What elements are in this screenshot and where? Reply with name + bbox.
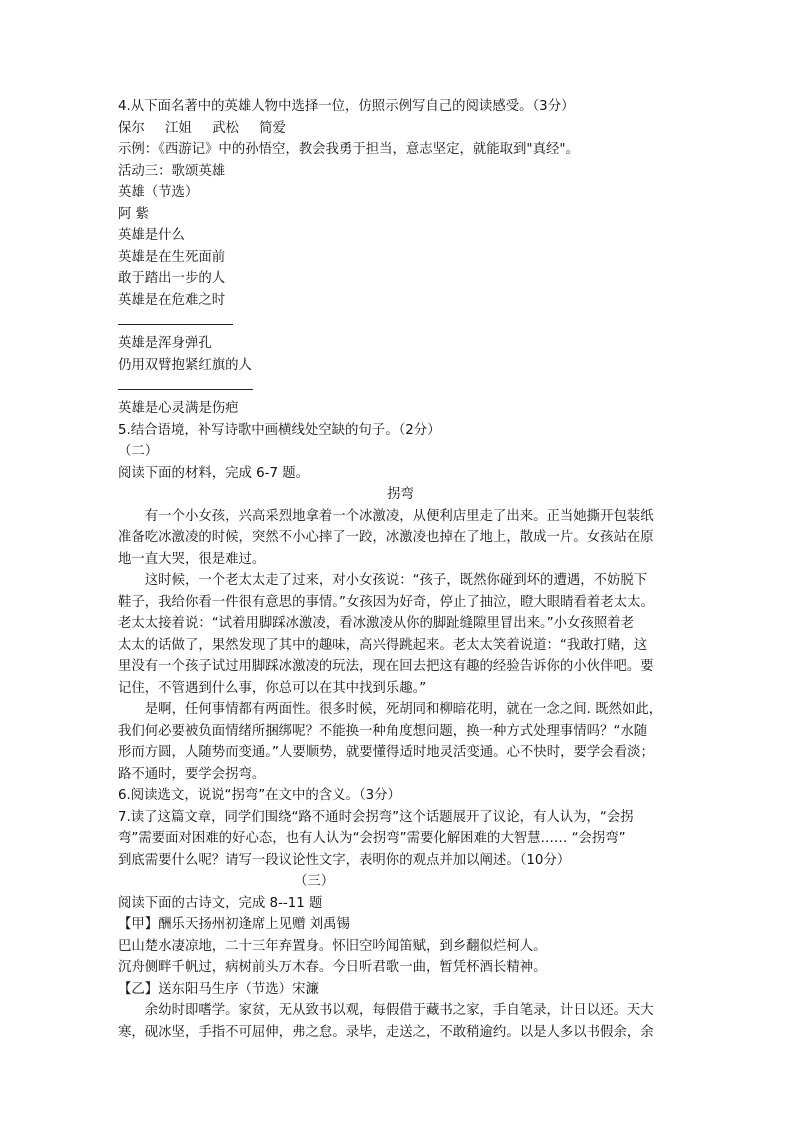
poem-line: 英雄是浑身弹孔 (118, 336, 212, 351)
text-line: 我们何必要被负面情绪所捆绑呢？不能换一种角度想问题，换一种方式处理事情吗？“水随 (118, 723, 648, 739)
poem-line: 仍用双臂抱紧红旗的人 (118, 357, 252, 373)
text-line: 路不通时，要学会拐弯。 (118, 766, 266, 782)
text-line: 记住，不管遇到什么事，你总可以在其中找到乐趣。” (118, 680, 427, 696)
q7-prompt: 弯”需要面对困难的好心态，也有人认为“会拐弯”需要化解困难的大智慧…… “会拐弯” (118, 831, 626, 846)
text-line: 有一个小女孩，兴高采烈地拿着一个冰激凌，从便利店里走了出来。正当她撕开包装纸 (144, 508, 654, 524)
article-title: 拐弯 (387, 487, 414, 502)
hero-names (118, 118, 683, 140)
prose-heading: 【乙】送东阳马生序（节选）宋濂 (118, 981, 319, 997)
poem-author: 阿 紫 (118, 206, 150, 222)
section-header: （三） (294, 874, 335, 889)
q7-prompt: 到底需要什么呢？请写一段议论性文字，表明你的观点并加以阐述。（10分） (118, 852, 571, 868)
q7-prompt: 7.读了这篇文章，同学们围绕“路不通时会拐弯”这个话题展开了议论，有人认为，“会拐 (118, 809, 634, 825)
text-line: 里没有一个孩子试过用脚踩冰激凌的玩法，现在回去把这有趣的经验告诉你的小伙伴吧。要 (118, 659, 654, 674)
q4-prompt: 4.从下面名著中的英雄人物中选择一位，仿照示例写自己的阅读感受。（3分） (118, 99, 575, 114)
article-paragraph (118, 506, 683, 571)
text-line: 鞋子，我给你看一件很有意思的事情。”女孩因为好奇，停止了抽泣，瞪大眼睛看着老太太。 (118, 594, 654, 610)
poem-line: 英雄是什么 (118, 228, 185, 243)
poem-line: 敢于踏出一步的人 (118, 271, 226, 286)
text-line: 余幼时即嗜学。家贫，无从致书以观，每假借于藏书之家，手自笔录，计日以还。天大 (144, 1003, 654, 1018)
section-header: （二） (118, 444, 159, 459)
text-line: 形而方圆，人随势而变通。”人要顺势，就要懂得适时地灵活变通。心不快时，要学会看淡； (118, 745, 654, 760)
poem-line: 巴山楚水凄凉地，二十三年弃置身。怀旧空吟闻笛赋，到乡翻似烂柯人。 (118, 938, 547, 954)
text-line: 是啊，任何事情都有两面性。很多时候，死胡同和柳暗花明，就在一念之间. 既然如此， (144, 702, 663, 717)
hero-name: 武松 (212, 120, 239, 136)
prose-paragraph (118, 1000, 683, 1043)
answer-blank[interactable] (118, 311, 233, 325)
answer-blank[interactable] (118, 376, 253, 390)
hero-name: 保尔 (118, 120, 145, 136)
section-instruction: 阅读下面的古诗文，完成 8--11 题 (118, 895, 323, 911)
article-paragraph (118, 699, 683, 785)
text-line: 寒，砚冰坚，手指不可屈伸，弗之怠。录毕，走送之，不敢稍逾约。以是人多以书假余，余 (118, 1024, 654, 1040)
exam-page (118, 96, 683, 1043)
text-line: 老太太接着说：“试着用脚踩冰激凌，看冰激凌从你的脚趾缝隙里冒出来。”小女孩照着老 (118, 616, 635, 631)
poem-heading: 【甲】酬乐天扬州初逢席上见赠 刘禹锡 (118, 917, 350, 932)
text-line: 太太的话做了，果然发现了其中的趣味，高兴得跳起来。老太太笑着说道：“我敢打赌，这 (118, 637, 648, 653)
section-instruction: 阅读下面的材料，完成 6-7 题。 (118, 465, 310, 481)
text-line: 地一直大哭，很是难过。 (118, 551, 266, 567)
q6-prompt: 6.阅读选文，说说“拐弯”在文中的含义。（3分） (118, 788, 401, 803)
article-paragraph (118, 570, 683, 699)
poem-line: 英雄是心灵满是伤疤 (118, 401, 239, 416)
hero-name: 江姐 (165, 120, 192, 136)
q4-example: 示例：《西游记》中的孙悟空，教会我勇于担当，意志坚定，就能取到"真经"。 (118, 142, 579, 157)
poem-line: 英雄是在危难之时 (118, 292, 226, 308)
activity-title: 活动三：歌颂英雄 (118, 163, 226, 179)
poem-title: 英雄（节选） (118, 185, 199, 200)
poem-line: 沉舟侧畔千帆过，病树前头万木春。今日听君歌一曲，暂凭杯酒长精神。 (118, 960, 547, 975)
poem-line: 英雄是在生死面前 (118, 249, 226, 265)
q5-prompt: 5.结合语境，补写诗歌中画横线处空缺的句子。（2分） (118, 422, 441, 438)
text-line: 这时候，一个老太太走了过来，对小女孩说：“孩子，既然你碰到坏的遭遇，不妨脱下 (144, 573, 648, 588)
text-line: 准备吃冰激凌的时候，突然不小心摔了一跤，冰激凌也掉在了地上，散成一片。女孩站在原 (118, 530, 654, 545)
hero-name: 简爱 (259, 120, 286, 136)
